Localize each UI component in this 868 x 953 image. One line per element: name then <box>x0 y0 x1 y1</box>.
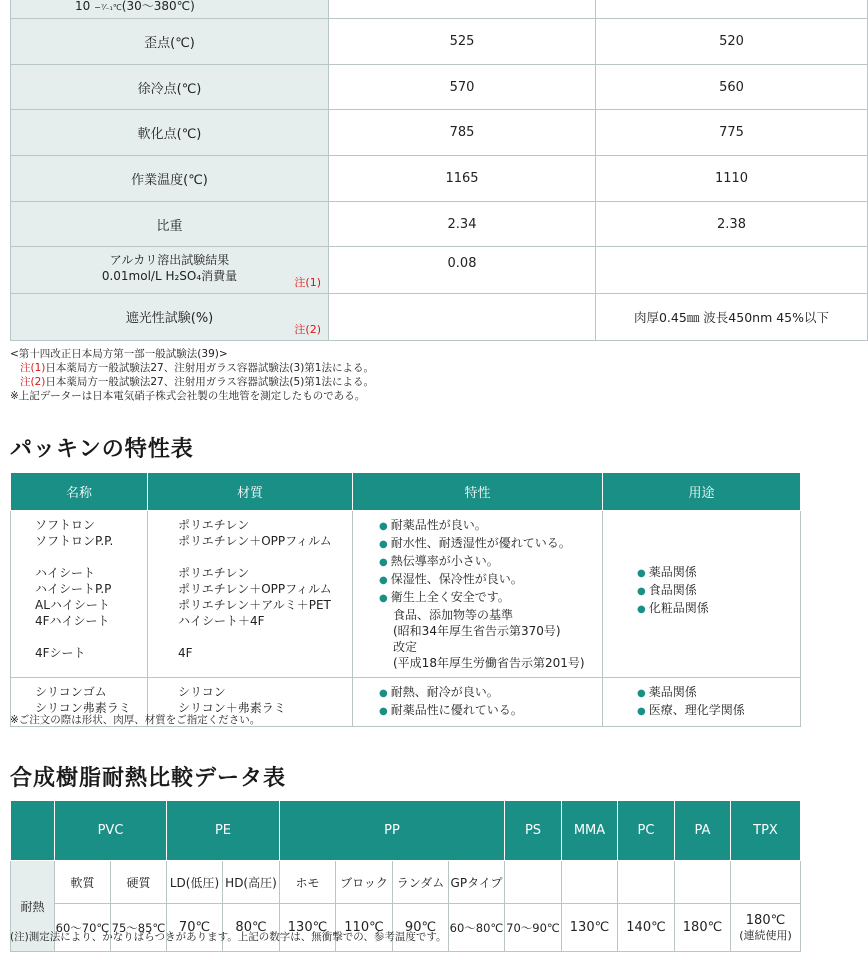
table-header-row: PVC PE PP PS MMA PC PA TPX フッソ <box>11 801 801 861</box>
label-unit: −⁷⁄₋₁℃ <box>94 3 122 12</box>
list-subitem: 改定 <box>393 640 418 654</box>
list-item: ● 保湿性、保冷性が良い。 <box>379 572 523 586</box>
table-row <box>11 247 868 294</box>
bullet-icon: ● <box>379 706 388 717</box>
cell-value: 0.08 <box>329 247 596 294</box>
note-tag: 注(2) <box>294 323 321 336</box>
cell-materials <box>148 511 353 678</box>
row-label: 作業温度(℃) <box>11 156 329 202</box>
packing-note: ※ご注文の際は形状、肉厚、材質をご指定ください。 <box>10 714 261 726</box>
cell-names <box>11 511 148 678</box>
cell-value: 1165 <box>329 156 596 202</box>
list-item: ポリエチレン＋OPPフィルム <box>178 534 332 548</box>
subheader-cell: ホモ <box>280 861 336 904</box>
column-header: 用途 <box>603 473 801 511</box>
row-label: 歪点(℃) <box>11 19 329 65</box>
table-row <box>11 202 868 247</box>
note-tag: 注(1) <box>294 276 321 289</box>
resin-note: (注)測定法により、かなりばらつきがあります。上記の数字は、無衝撃での、参考温度です。 <box>10 931 447 943</box>
cell-value: 560 <box>596 65 868 110</box>
row-label-alkali <box>11 247 329 294</box>
list-item: ポリエチレン <box>178 566 250 580</box>
value-cell: 70～90℃ <box>505 904 562 952</box>
column-header: PE <box>167 801 280 861</box>
cell-value <box>329 0 596 19</box>
value-row <box>11 904 801 952</box>
cell-uses <box>603 678 801 727</box>
section-title-resin: 合成樹脂耐熱比較データ表 <box>10 766 287 791</box>
subheader-cell <box>675 861 731 904</box>
list-item: ポリエチレン＋アルミ＋PET <box>178 598 331 612</box>
row-label: 比重 <box>11 202 329 247</box>
value-cell: 130℃ <box>280 904 336 952</box>
subheader-cell: LD(低圧) <box>167 861 223 904</box>
row-label: 徐冷点(℃) <box>11 65 329 110</box>
value-cell: 60～70℃ <box>55 904 111 952</box>
table-header-row <box>11 473 801 511</box>
bullet-icon: ● <box>379 593 388 604</box>
column-header: PA <box>675 801 731 861</box>
subheader-cell <box>562 861 618 904</box>
value-cell: 130℃ <box>562 904 618 952</box>
cell-value: 肉厚0.45㎜ 波長450nm 45%以下 <box>596 294 868 341</box>
value-cell: 140℃ <box>618 904 675 952</box>
cell-value: 525 <box>329 19 596 65</box>
list-item: ポリエチレン <box>178 518 250 532</box>
list-item: ● 耐薬品性が良い。 <box>379 518 487 532</box>
value-cell: 80℃ <box>223 904 280 952</box>
cell-value <box>329 294 596 341</box>
list-subitem: 食品、添加物等の基準 <box>393 608 514 622</box>
bullet-icon: ● <box>637 688 646 699</box>
subheader-cell <box>505 861 562 904</box>
subheader-cell: 硬質 <box>111 861 167 904</box>
list-item: ● 耐熱、耐冷が良い。 <box>379 685 499 699</box>
table-row <box>11 0 868 19</box>
list-subitem: (昭和34年厚生省告示第370号) <box>393 624 561 638</box>
list-item: シリコン <box>178 685 226 699</box>
table-row <box>11 65 868 110</box>
note-line: 注(1)日本薬局方一般試験法27、注射用ガラス容器試験法(3)第1法による。 <box>20 362 374 374</box>
column-header: PP <box>280 801 505 861</box>
table-row <box>11 511 801 678</box>
list-item: ● 化粧品関係 <box>637 601 709 615</box>
value-cell: 90℃ <box>393 904 449 952</box>
subheader-cell <box>618 861 675 904</box>
column-header: PC <box>618 801 675 861</box>
note-line: <第十四改正日本局方第一部一般試験法(39)> <box>10 348 228 360</box>
list-item: ● 食品関係 <box>637 583 697 597</box>
value-cell: 180℃ <box>675 904 731 952</box>
label-text: 10 <box>75 0 91 13</box>
cell-value: 2.38 <box>596 202 868 247</box>
row-label-light <box>11 294 329 341</box>
subheader-row <box>11 861 801 904</box>
list-item: 4Fシート <box>35 646 86 660</box>
cell-value: 1110 <box>596 156 868 202</box>
value-subtext: (連続使用) <box>739 928 792 942</box>
list-item: ● 薬品関係 <box>637 565 697 579</box>
column-header: 名称 <box>11 473 148 511</box>
cell-value <box>596 0 868 19</box>
bullet-icon: ● <box>379 575 388 586</box>
list-item: ● 医療、理化学関係 <box>637 703 745 717</box>
list-item: ソフトロンP.P. <box>35 534 114 548</box>
bullet-icon: ● <box>637 586 646 597</box>
subheader-cell: ブロック <box>336 861 393 904</box>
list-item: シリコン＋弗素ラミ <box>178 701 286 715</box>
column-header-empty <box>11 801 55 861</box>
list-item: ハイシート＋4F <box>178 614 265 628</box>
list-item: 4F <box>178 646 193 660</box>
list-item: ポリエチレン＋OPPフィルム <box>178 582 332 596</box>
list-item: ソフトロン <box>35 518 96 532</box>
list-subitem: (平成18年厚生労働省告示第201号) <box>393 656 585 670</box>
list-item: シリコン弗素ラミ <box>35 701 131 715</box>
table-row <box>11 294 868 341</box>
column-header: TPX <box>731 801 801 861</box>
subheader-cell: HD(高圧) <box>223 861 280 904</box>
bullet-icon: ● <box>637 568 646 579</box>
glass-notes <box>10 347 374 403</box>
cell-uses <box>603 511 801 678</box>
subheader-cell: ランダム <box>393 861 449 904</box>
value-text: 180℃ <box>745 912 786 928</box>
packing-table <box>10 472 801 727</box>
cell-value: 520 <box>596 19 868 65</box>
note-line: 注(2)日本薬局方一般試験法27、注射用ガラス容器試験法(5)第1法による。 <box>20 376 374 388</box>
list-item: ● 耐薬品性に優れている。 <box>379 703 523 717</box>
label-range: (30～380℃) <box>121 0 195 13</box>
bullet-icon: ● <box>637 604 646 615</box>
bullet-icon: ● <box>637 706 646 717</box>
column-header: 特性 <box>353 473 603 511</box>
column-header: PS <box>505 801 562 861</box>
cell-value: 785 <box>329 110 596 156</box>
row-label: 耐熱 <box>11 861 55 952</box>
label-line: 遮光性試験(%) <box>125 311 214 326</box>
bullet-icon: ● <box>379 521 388 532</box>
section-title-packing: パッキンの特性表 <box>10 437 194 462</box>
cell-features <box>353 511 603 678</box>
list-item: ALハイシート <box>35 598 110 612</box>
table-row <box>11 110 868 156</box>
note-line: ※上記データーは日本電気硝子株式会社製の生地管を測定したものである。 <box>10 390 366 402</box>
table-row <box>11 19 868 65</box>
column-header: MMA <box>562 801 618 861</box>
value-cell: 110℃ <box>336 904 393 952</box>
list-item: シリコンゴム <box>35 685 107 699</box>
value-cell: 70℃ <box>167 904 223 952</box>
bullet-icon: ● <box>379 557 388 568</box>
list-item: 4Fハイシート <box>35 614 110 628</box>
list-item: ● 衛生上全く安全です。 <box>379 590 510 604</box>
cell-value: 2.34 <box>329 202 596 247</box>
glass-properties-table <box>10 0 868 341</box>
list-item: ● 耐水性、耐透湿性が優れている。 <box>379 536 571 550</box>
cell-value <box>596 247 868 294</box>
list-item: ハイシートP.P <box>35 582 112 596</box>
subheader-cell <box>731 861 801 904</box>
label-line: 0.01mol/L H₂SO₄消費量 <box>101 269 238 283</box>
label-line: アルカリ溶出試験結果 <box>109 253 230 267</box>
cell-value: 775 <box>596 110 868 156</box>
table-row <box>11 156 868 202</box>
list-item: ● 薬品関係 <box>637 685 697 699</box>
column-header: 材質 <box>148 473 353 511</box>
bullet-icon: ● <box>379 539 388 550</box>
cell-features <box>353 678 603 727</box>
list-item: ● 熱伝導率が小さい。 <box>379 554 499 568</box>
subheader-cell: 軟質 <box>55 861 111 904</box>
column-header: PVC <box>55 801 167 861</box>
row-label <box>11 0 329 19</box>
cell-value: 570 <box>329 65 596 110</box>
bullet-icon: ● <box>379 688 388 699</box>
value-cell-fluorine <box>731 904 801 952</box>
row-label: 軟化点(℃) <box>11 110 329 156</box>
value-cell: 60～80℃ <box>449 904 505 952</box>
value-cell: 75～85℃ <box>111 904 167 952</box>
subheader-cell: GPタイプ <box>449 861 505 904</box>
list-item: ハイシート <box>35 566 96 580</box>
